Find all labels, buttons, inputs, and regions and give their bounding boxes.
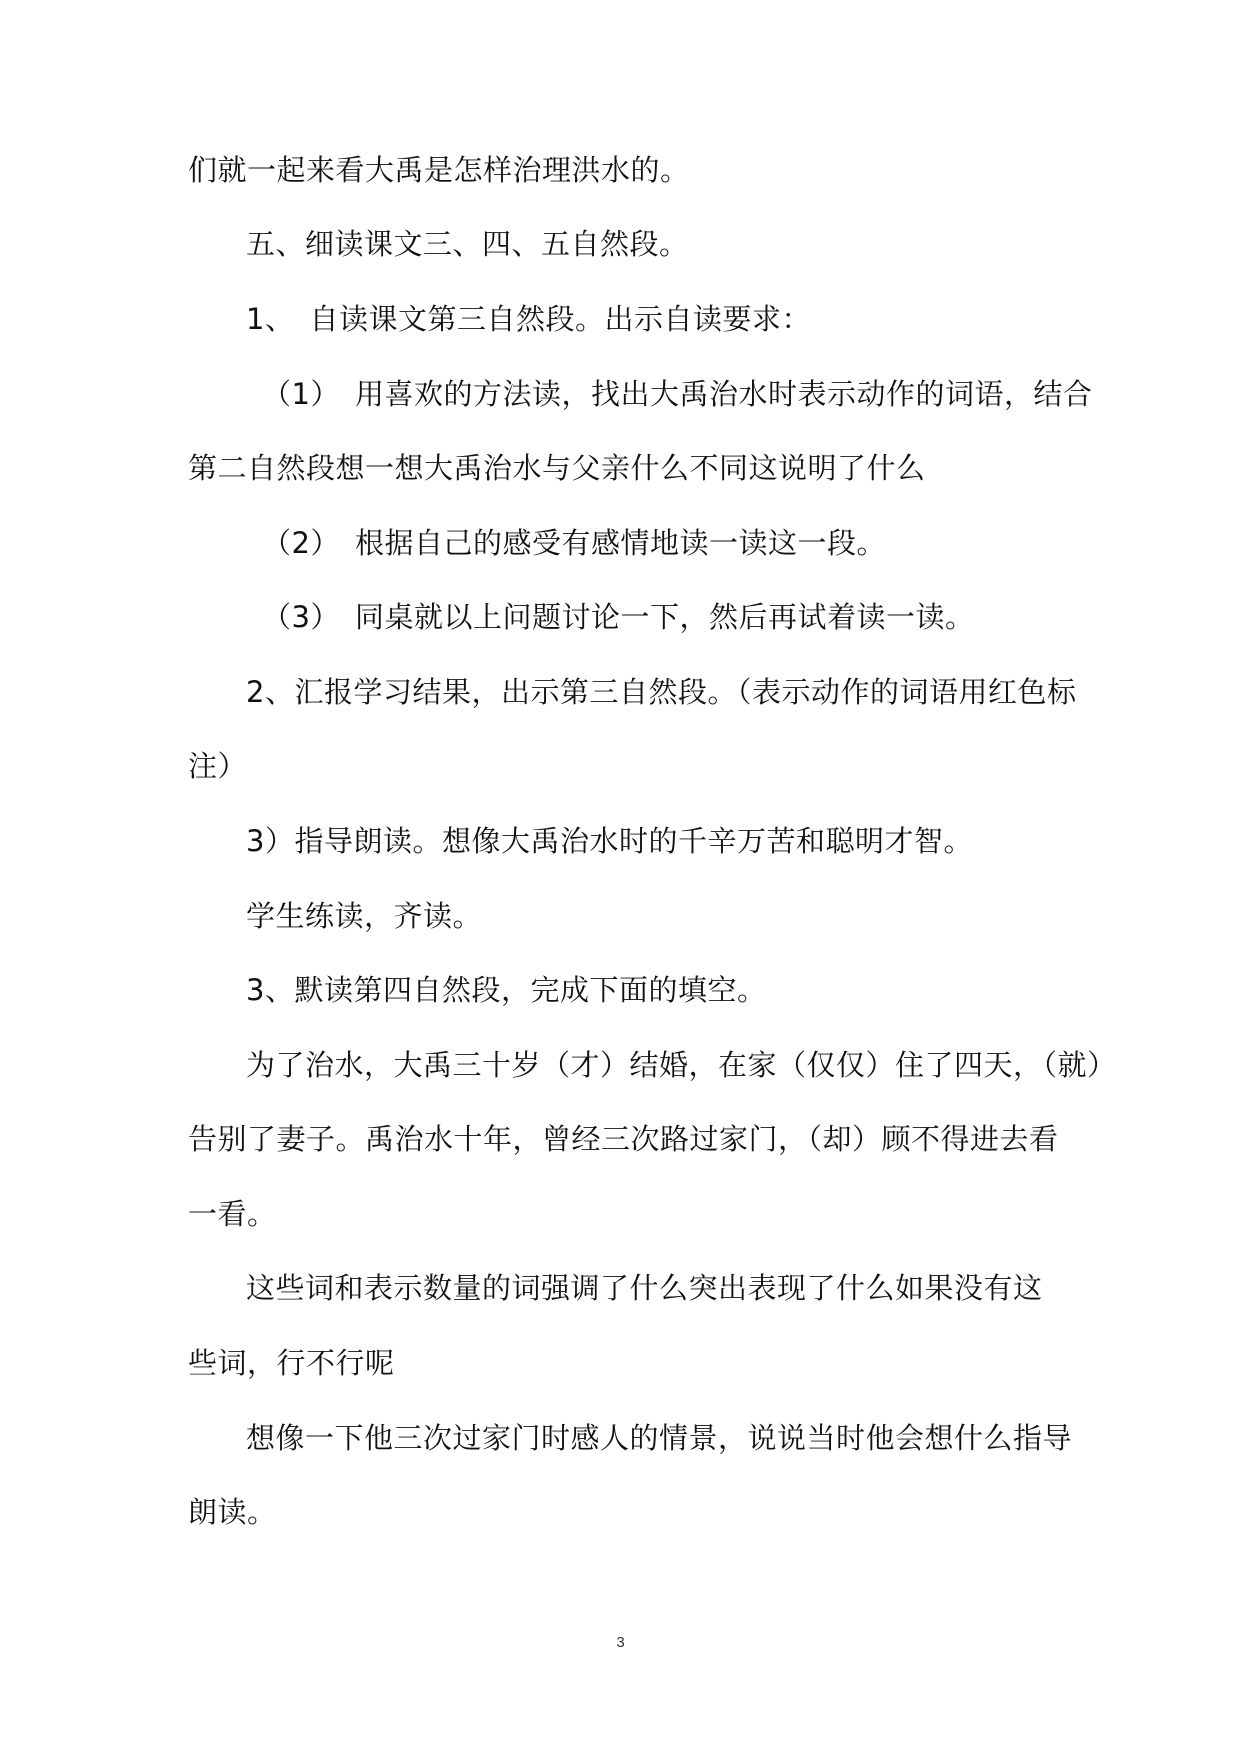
student-practice-reading: 学生练读，齐读。 [246,899,483,933]
question-paragraph-line-2: 些词，行不行呢 [188,1346,395,1380]
requirement-2: （2） 根据自己的感受有感情地读一读这一段。 [262,526,886,560]
fill-in-paragraph-line-2: 告别了妻子。禹治水十年，曾经三次路过家门，（却）顾不得进去看 [188,1122,1059,1156]
requirement-1: （1） 用喜欢的方法读，找出大禹治水时表示动作的词语，结合 [262,377,1093,411]
section-heading-5: 五、细读课文三、四、五自然段。 [246,227,689,261]
step-2: 2、汇报学习结果，出示第三自然段。（表示动作的词语用红色标 [246,675,1077,709]
imagine-paragraph-line-2: 朗读。 [188,1495,277,1529]
text-line-1: 们就一起来看大禹是怎样治理洪水的。 [188,153,690,187]
fill-in-paragraph-line-1: 为了治水，大禹三十岁（才）结婚，在家（仅仅）住了四天，（就） [246,1048,1117,1082]
step-1: 1、 自读课文第三自然段。出示自读要求： [246,302,811,336]
imagine-paragraph-line-1: 想像一下他三次过家门时感人的情景，说说当时他会想什么指导 [246,1421,1073,1455]
step-2-continued: 注） [188,749,248,783]
page-number: 3 [616,1634,625,1651]
step-3-guided-reading: 3）指导朗读。想像大禹治水时的千辛万苦和聪明才智。 [246,824,973,858]
question-paragraph-line-1: 这些词和表示数量的词强调了什么突出表现了什么如果没有这 [246,1271,1043,1305]
fill-in-paragraph-line-3: 一看。 [188,1197,277,1231]
step-3-silent-reading: 3、默读第四自然段，完成下面的填空。 [246,973,767,1007]
requirement-3: （3） 同桌就以上问题讨论一下，然后再试着读一读。 [262,600,975,634]
requirement-1-continued: 第二自然段想一想大禹治水与父亲什么不同这说明了什么 [188,451,926,485]
